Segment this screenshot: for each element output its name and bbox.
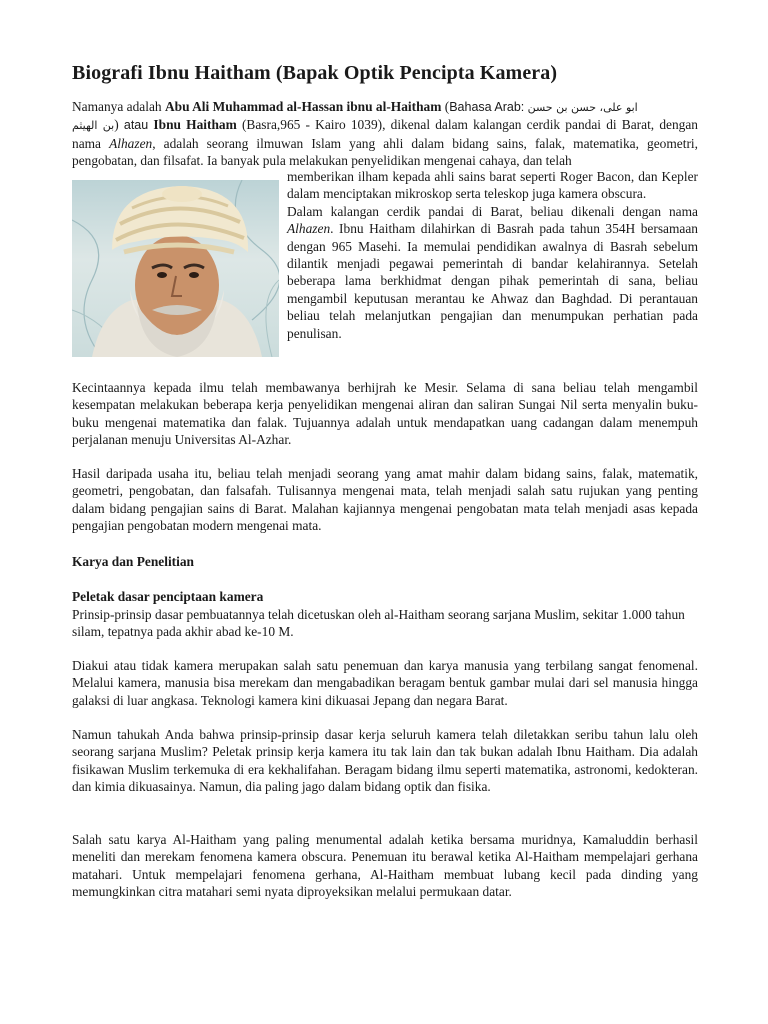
intro-paragraph <box>72 98 698 170</box>
heading-peletak: Peletak dasar penciptaan kamera <box>72 589 264 604</box>
wrap-paragraph-1: memberikan ilham kepada ahli sains barat seperti Roger Bacon, dan Kepler dalam menciptakan mikroskop serta teleskop juga kamera obscura. <box>287 169 698 202</box>
wrap-text-a: Dalam kalangan cerdik pandai di Barat, beliau dikenali dengan nama <box>287 203 698 219</box>
heading-karya: Karya dan Penelitian <box>72 554 195 569</box>
document-title: Biografi Ibnu Haitham (Bapak Optik Pencipta Kamera) <box>72 62 558 84</box>
intro-text-4: (Basra,965 - Kairo 1039), dikenal dalam kalangan cerdik pandai di Barat, dengan nama <box>72 117 698 151</box>
short-name: Ibnu Haitham <box>153 117 237 133</box>
arabic-name-part1: ابو علی، حسن بن حسن <box>527 101 638 114</box>
salah-satu-paragraph: Salah satu karya Al-Haitham yang paling menumental adalah ketika bersama muridnya, Kamaluddin berhasil meneliti dan merekam fenomena kamera obscura. Penemuan itu berawal ketika Al-Haitham mempelajari gerhana matahari. Untuk mempelajari fenomena gerhana, Al-Haitham membuat lubang kecil pada dinding yang memungkinkan citra matahari semi nyata diproyeksikan melalui permukaan datar. <box>72 832 698 900</box>
portrait-illustration <box>72 180 279 357</box>
intro-text-2: ( <box>441 99 450 114</box>
alhazen-name: Alhazen <box>109 135 153 151</box>
intro-text-5: , adalah seorang ilmuwan Islam yang ahli dalam bidang sains, falak, matematika, geometri, pengobatan, dan filsafat. Ia banyak pula melakukan penyelidikan mengenai cahaya, dan telah <box>72 135 698 169</box>
ibnu-haitham-portrait <box>72 180 279 357</box>
intro-text-1: Namanya adalah <box>72 99 165 114</box>
wrap-paragraph-2 <box>287 203 698 342</box>
prinsip-paragraph: Prinsip-prinsip dasar pembuatannya telah dicetuskan oleh al-Haitham seorang sarjana Muslim, sekitar 1.000 tahun silam, tepatnya pada akhir abad ke-10 M. <box>72 607 685 640</box>
wrapped-text-column <box>287 168 698 342</box>
diakui-paragraph: Diakui atau tidak kamera merupakan salah satu penemuan dan karya manusia yang terbilang sangat fenomenal. Melalui kamera, manusia bisa merekam dan mengabadikan beragam bentuk gambar mulai dari sel manusia hingga galaksi di luar angkasa. Teknologi kamera kini dikuasai Jepang dan negara Barat. <box>72 658 698 708</box>
full-name: Abu Ali Muhammad al-Hassan ibnu al-Haitham <box>164 99 442 114</box>
wrap-alhazen: Alhazen <box>287 221 331 237</box>
arabic-label: Bahasa Arab: <box>449 100 525 114</box>
arabic-name-part2: بن الهيثم <box>72 119 115 133</box>
kecintaan-paragraph: Kecintaannya kepada ilmu telah membawanya berhijrah ke Mesir. Selama di sana beliau telah mengambil kesempatan melakukan beberapa kerja penyelidikan mengenai aliran dan saliran Sungai Nil serta menyalin buku-buku mengenai matematika dan falak. Tujuannya adalah untuk mendapatkan uang cadangan dalam menempuh perjalanan menuju Universitas Al-Azhar. <box>72 380 698 448</box>
hasil-paragraph: Hasil daripada usaha itu, beliau telah menjadi seorang yang amat mahir dalam bidang sains, falak, matematik, geometri, pengobatan, dan falsafah. Tulisannya mengenai mata, telah menjadi salah satu rujukan yang penting dalam bidang pengajian sains di Barat. Malahan kajiannya mengenai pengobatan mata telah menjadi asas kepada pengajian pengobatan modern mengenai mata. <box>72 466 698 534</box>
atau-text: atau <box>123 118 149 133</box>
wrap-text-b: . Ibnu Haitham dilahirkan di Basrah pada tahun 354H bersamaan dengan 965 Masehi. Ia memulai pendidikan awalnya di Basrah sebelum dilantik menjadi pegawai pemerintah di bandar kelahirannya. Setelah beberapa lama berkhidmat dengan pihak pemerintah di sana, beliau mengambil keputusan merantau ke Ahwaz dan Baghdad. Di perantauan beliau telah melanjutkan pengajian dan menumpukan perhatian pada penulisan. <box>287 221 698 341</box>
namun-paragraph: Namun tahukah Anda bahwa prinsip-prinsip dasar kerja seluruh kamera telah diletakkan seribu tahun lalu oleh seorang sarjana Muslim? Peletak prinsip kerja kamera itu tak lain dan tak bukan adalah Ibnu Haitham. Dia adalah fisikawan Muslim terkemuka di era kekhalifahan. Beragam bidang ilmu seperti matematika, astronomi, kedokteran. dan kimia dikuasainya. Namun, dia paling jago dalam bidang optik dan fisika. <box>72 727 698 795</box>
intro-text-3: ) <box>114 117 124 133</box>
